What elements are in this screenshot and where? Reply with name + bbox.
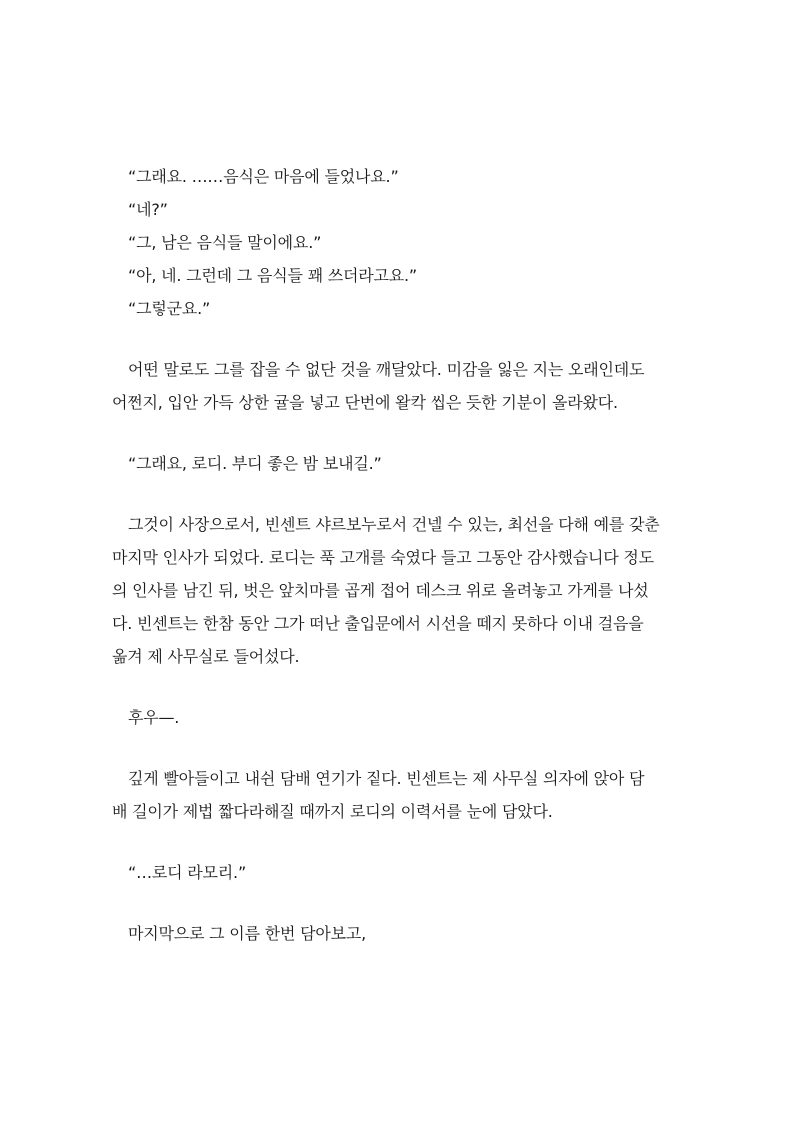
paragraph-gap: [112, 673, 688, 701]
dialogue-line: “그래요, 로디. 부디 좋은 밤 보내길.”: [128, 454, 382, 473]
dialogue-line: “그, 남은 음식들 말이에요.”: [128, 233, 322, 252]
paragraph-gap: [112, 828, 688, 856]
paragraph-line: 의 인사를 남긴 뒤, 벗은 앞치마를 곱게 접어 데스크 위로 올려놓고 가게를 나섰: [112, 581, 649, 600]
paragraph-line: 그것이 사장으로서, 빈센트 샤르보누로서 건넬 수 있는, 최선을 다해 예를 갖춘: [128, 515, 660, 534]
sigh-line: 후우—.: [128, 708, 180, 727]
paragraph-gap: [112, 734, 688, 762]
paragraph-gap: [112, 419, 688, 447]
paragraph-gap: [112, 889, 688, 917]
paragraph-line: 어쩐지, 입안 가득 상한 귤을 넣고 단번에 왈칵 씹은 듯한 기분이 올라왔다.: [112, 393, 618, 412]
paragraph-gap: [112, 325, 688, 353]
paragraph-line: 깊게 빨아들이고 내쉰 담배 연기가 짙다. 빈센트는 제 사무실 의자에 앉아 담: [128, 769, 645, 788]
paragraph-gap: [112, 480, 688, 508]
dialogue-line: “…로디 라모리.”: [128, 863, 247, 882]
novel-text-body: [112, 160, 688, 950]
paragraph-line: 옮겨 제 사무실로 들어섰다.: [112, 647, 300, 666]
dialogue-line: “네?”: [128, 200, 168, 219]
paragraph-line: 마지막 인사가 되었다. 로디는 푹 고개를 숙였다 들고 그동안 감사했습니다 정도: [112, 548, 654, 567]
dialogue-line: “그래요. ……음식은 마음에 들었나요.”: [128, 167, 399, 186]
paragraph-line: 마지막으로 그 이름 한번 담아보고,: [128, 924, 367, 943]
dialogue-line: “아, 네. 그런데 그 음식들 꽤 쓰더라고요.”: [128, 266, 417, 285]
dialogue-line: “그렇군요.”: [128, 299, 211, 318]
paragraph-line: 어떤 말로도 그를 잡을 수 없단 것을 깨달았다. 미감을 잃은 지는 오래인데도: [128, 360, 645, 379]
paragraph-line: 다. 빈센트는 한참 동안 그가 떠난 출입문에서 시선을 떼지 못하다 이내 걸음을: [112, 614, 644, 633]
paragraph-line: 배 길이가 제법 짧다라해질 때까지 로디의 이력서를 눈에 담았다.: [112, 802, 553, 821]
